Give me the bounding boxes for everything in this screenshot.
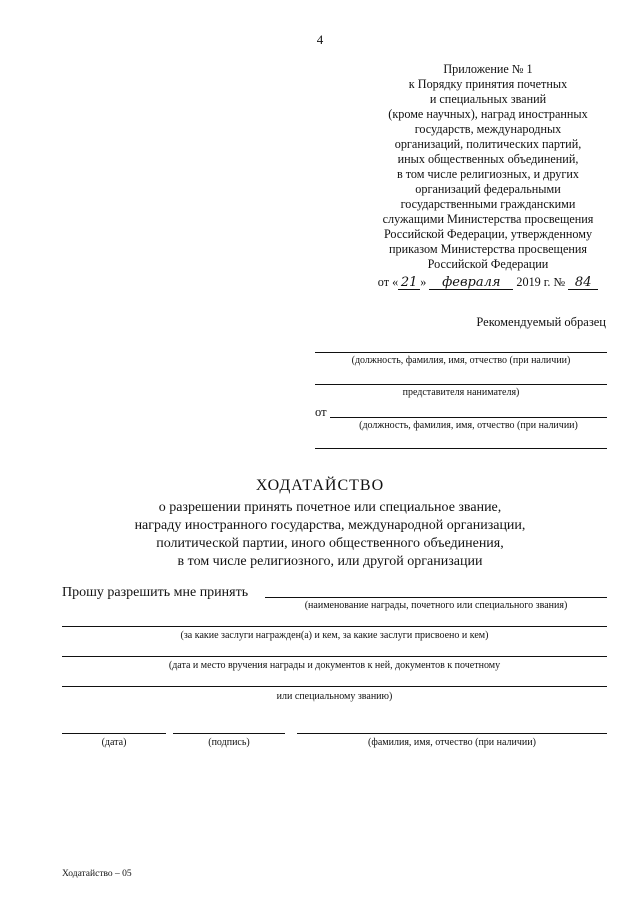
- appendix-date-line: [360, 275, 616, 290]
- sender-name-line[interactable]: [315, 448, 607, 449]
- subtitle-line: награду иностранного государства, международной организации,: [134, 518, 526, 533]
- appendix-line: и специальных званий: [429, 92, 547, 106]
- signature-line[interactable]: [173, 733, 285, 734]
- subtitle-line: в том числе религиозного, или другой организации: [177, 554, 483, 569]
- award-name-line[interactable]: [265, 597, 607, 598]
- appendix-line: приказом Министерства просвещения: [388, 242, 588, 256]
- merits-caption: (за какие заслуги награжден(а) и кем, за какие заслуги присвоено и кем): [180, 630, 489, 641]
- date-prefix: от «: [377, 275, 399, 289]
- appendix-line: иных общественных объединений,: [397, 152, 579, 166]
- document-title: ХОДАТАЙСТВО: [255, 477, 385, 494]
- document-subtitle: [90, 499, 570, 571]
- signature-caption: (подпись): [208, 737, 250, 748]
- form-code-footer: Ходатайство – 05: [62, 869, 132, 879]
- appendix-line: (кроме научных), наград иностранных: [388, 107, 588, 121]
- order-number: 84: [568, 276, 598, 290]
- recipient-position-line[interactable]: [315, 352, 607, 353]
- page-number: 4: [316, 32, 324, 47]
- appendix-line: государственными гражданскими: [400, 197, 576, 211]
- recipient-name-line[interactable]: [315, 384, 607, 385]
- sender-position-caption: (должность, фамилия, имя, отчество (при наличии): [359, 420, 578, 431]
- date-year: 2019 г. №: [516, 275, 566, 289]
- appendix-line: Российской Федерации, утвержденному: [383, 227, 593, 241]
- recipient-position-caption: (должность, фамилия, имя, отчество (при наличии): [351, 355, 571, 366]
- date-signature-line[interactable]: [62, 733, 166, 734]
- date-mid: »: [420, 275, 427, 289]
- request-label: Прошу разрешить мне принять: [62, 585, 249, 600]
- date-day: 21: [398, 276, 420, 290]
- date-caption: (дата): [101, 737, 127, 748]
- date-place-caption: (дата и место вручения награды и документов к ней, документов к почетному: [168, 660, 501, 671]
- appendix-line: Приложение № 1: [443, 62, 533, 76]
- appendix-line: организаций, политических партий,: [394, 137, 582, 151]
- date-month: февраля: [429, 276, 513, 290]
- appendix-block: [360, 62, 616, 290]
- appendix-line: Российской Федерации: [427, 257, 549, 271]
- sender-position-line[interactable]: [330, 417, 607, 418]
- subtitle-line: о разрешении принять почетное или специальное звание,: [158, 500, 502, 515]
- date-place-line-2[interactable]: [62, 686, 607, 687]
- full-name-line[interactable]: [297, 733, 607, 734]
- full-name-caption: (фамилия, имя, отчество (при наличии): [368, 737, 536, 748]
- appendix-line: организаций федеральными: [415, 182, 561, 196]
- appendix-line: к Порядку принятия почетных: [408, 77, 568, 91]
- employer-caption: представителя нанимателя): [402, 387, 520, 398]
- merits-line[interactable]: [62, 626, 607, 627]
- date-place-caption-cont: или специальному званию): [276, 691, 393, 702]
- from-label: от: [315, 405, 327, 419]
- subtitle-line: политической партии, иного общественного объединения,: [156, 536, 504, 551]
- award-name-caption: (наименование награды, почетного или специального звания): [304, 600, 568, 611]
- date-place-line[interactable]: [62, 656, 607, 657]
- recommended-sample-label: Рекомендуемый образец: [476, 315, 606, 329]
- appendix-line: в том числе религиозных, и других: [396, 167, 580, 181]
- appendix-line: государств, международных: [414, 122, 562, 136]
- appendix-line: служащими Министерства просвещения: [382, 212, 594, 226]
